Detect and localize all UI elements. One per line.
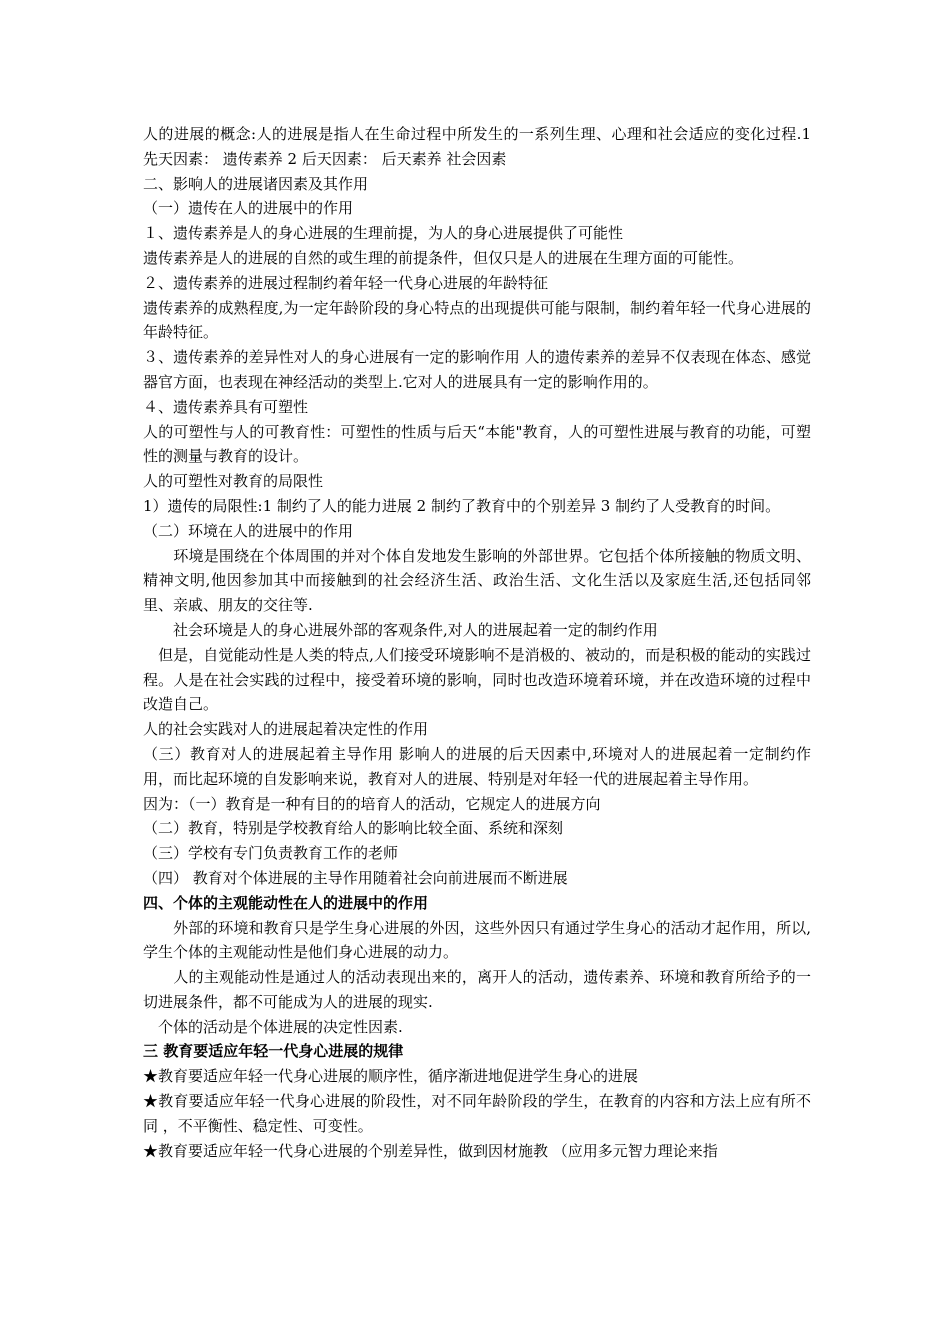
- social-environment-paragraph: 社会环境是人的身心进展外部的客观条件,对人的进展起着一定的制约作用: [143, 620, 658, 639]
- decisive-factor-line: 个体的活动是个体进展的决定性因素.: [143, 1017, 403, 1036]
- point-2-heading: ２、遗传素养的进展过程制约着年轻一代身心进展的年龄特征: [143, 273, 549, 292]
- reason-3: （三）学校有专门负责教育工作的老师: [143, 844, 399, 863]
- initiative-paragraph: 但是，自觉能动性是人类的特点,人们接受环境影响不是消极的、被动的，而是积极的能动的实践过程。人是在社会实践的过程中，接受着环境的影响，同时也改造环境着环境，并在改造环境的过程中改造自己。: [143, 645, 811, 714]
- reason-1: 因为：（一）教育是一种有目的的培育人的活动，它规定人的进展方向: [143, 794, 601, 813]
- point-1-heading: １、遗传素养是人的身心进展的生理前提，为人的身心进展提供了可能性: [143, 224, 624, 243]
- external-causes-paragraph: 外部的环境和教育只是学生身心进展的外因，这些外因只有通过学生身心的活动才起作用，所以,学生个体的主观能动性是他们身心进展的动力。: [143, 918, 811, 962]
- section-heading-laws: 三 教育要适应年轻一代身心进展的规律: [143, 1042, 404, 1061]
- activity-paragraph: 人的主观能动性是通过人的活动表现出来的，离开人的活动，遗传素养、环境和教育所给予的一切进展条件，都不可能成为人的进展的现实.: [143, 968, 811, 1011]
- subheading-heredity: （一）遗传在人的进展中的作用: [143, 199, 354, 218]
- subheading-environment: （二）环境在人的进展中的作用: [143, 521, 354, 540]
- law-individual-difference: ★教育要适应年轻一代身心进展的个别差异性，做到因材施教 （应用多元智力理论来指: [143, 1141, 718, 1160]
- environment-definition: 环境是围绕在个体周围的并对个体自发地发生影响的外部世界。它包括个体所接触的物质文明、精神文明,他因参加其中而接触到的社会经济生活、政治生活、文化生活以及家庭生活,还包括同邻里、亲戚、朋友的交往等.: [143, 546, 811, 615]
- law-sequence: ★教育要适应年轻一代身心进展的顺序性，循序渐进地促进学生身心的进展: [143, 1067, 639, 1086]
- reason-4: （四） 教育对个体进展的主导作用随着社会向前进展而不断进展: [143, 868, 568, 887]
- point-2-body: 遗传素养的成熟程度,为一定年龄阶段的身心特点的出现提供可能与限制，制约着年轻一代身心进展的年龄特征。: [143, 298, 811, 342]
- document-body: [143, 122, 811, 1163]
- section-heading-initiative: 四、个体的主观能动性在人的进展中的作用: [143, 893, 429, 912]
- point-3-paragraph: ３、遗传素养的差异性对人的身心进展有一定的影响作用 人的遗传素养的差异不仅表现在体态、感觉器官方面，也表现在神经活动的类型上.它对人的进展具有一定的影响作用的。: [143, 348, 811, 391]
- subheading-education: （三）教育对人的进展起着主导作用 影响人的进展的后天因素中,环境对人的进展起着一定制约作用，而比起环境的自发影响来说，教育对人的进展、特别是对年轻一代的进展起着主导作用。: [143, 744, 811, 788]
- law-stage: ★教育要适应年轻一代身心进展的阶段性，对不同年龄阶段的学生，在教育的内容和方法上应有所不同 ，不平衡性、稳定性、可变性。: [143, 1092, 811, 1135]
- reason-2: （二）教育，特别是学校教育给人的影响比较全面、系统和深刻: [143, 819, 564, 838]
- plasticity-paragraph: 人的可塑性与人的可教育性：可塑性的性质与后天“本能"教育，人的可塑性进展与教育的功能，可塑性的测量与教育的设计。: [143, 422, 811, 466]
- section-heading-factors: 二、影响人的进展诸因素及其作用: [143, 174, 369, 193]
- social-practice-line: 人的社会实践对人的进展起着决定性的作用: [143, 720, 429, 739]
- point-4-heading: ４、遗传素养具有可塑性: [143, 397, 309, 416]
- point-1-body: 遗传素养是人的进展的自然的或生理的前提条件，但仅只是人的进展在生理方面的可能性。: [143, 248, 744, 267]
- heredity-limit-paragraph: 1）遗传的局限性:1 制约了人的能力进展 2 制约了教育中的个别差异 3 制约了人受教育的时间。: [143, 496, 781, 515]
- plasticity-limit-heading: 人的可塑性对教育的局限性: [143, 472, 324, 491]
- paragraph-definition: 人的进展的概念:人的进展是指人在生命过程中所发生的一系列生理、心理和社会适应的变化过程.1 先天因素： 遗传素养 2 后天因素： 后天素养 社会因素: [143, 125, 811, 168]
